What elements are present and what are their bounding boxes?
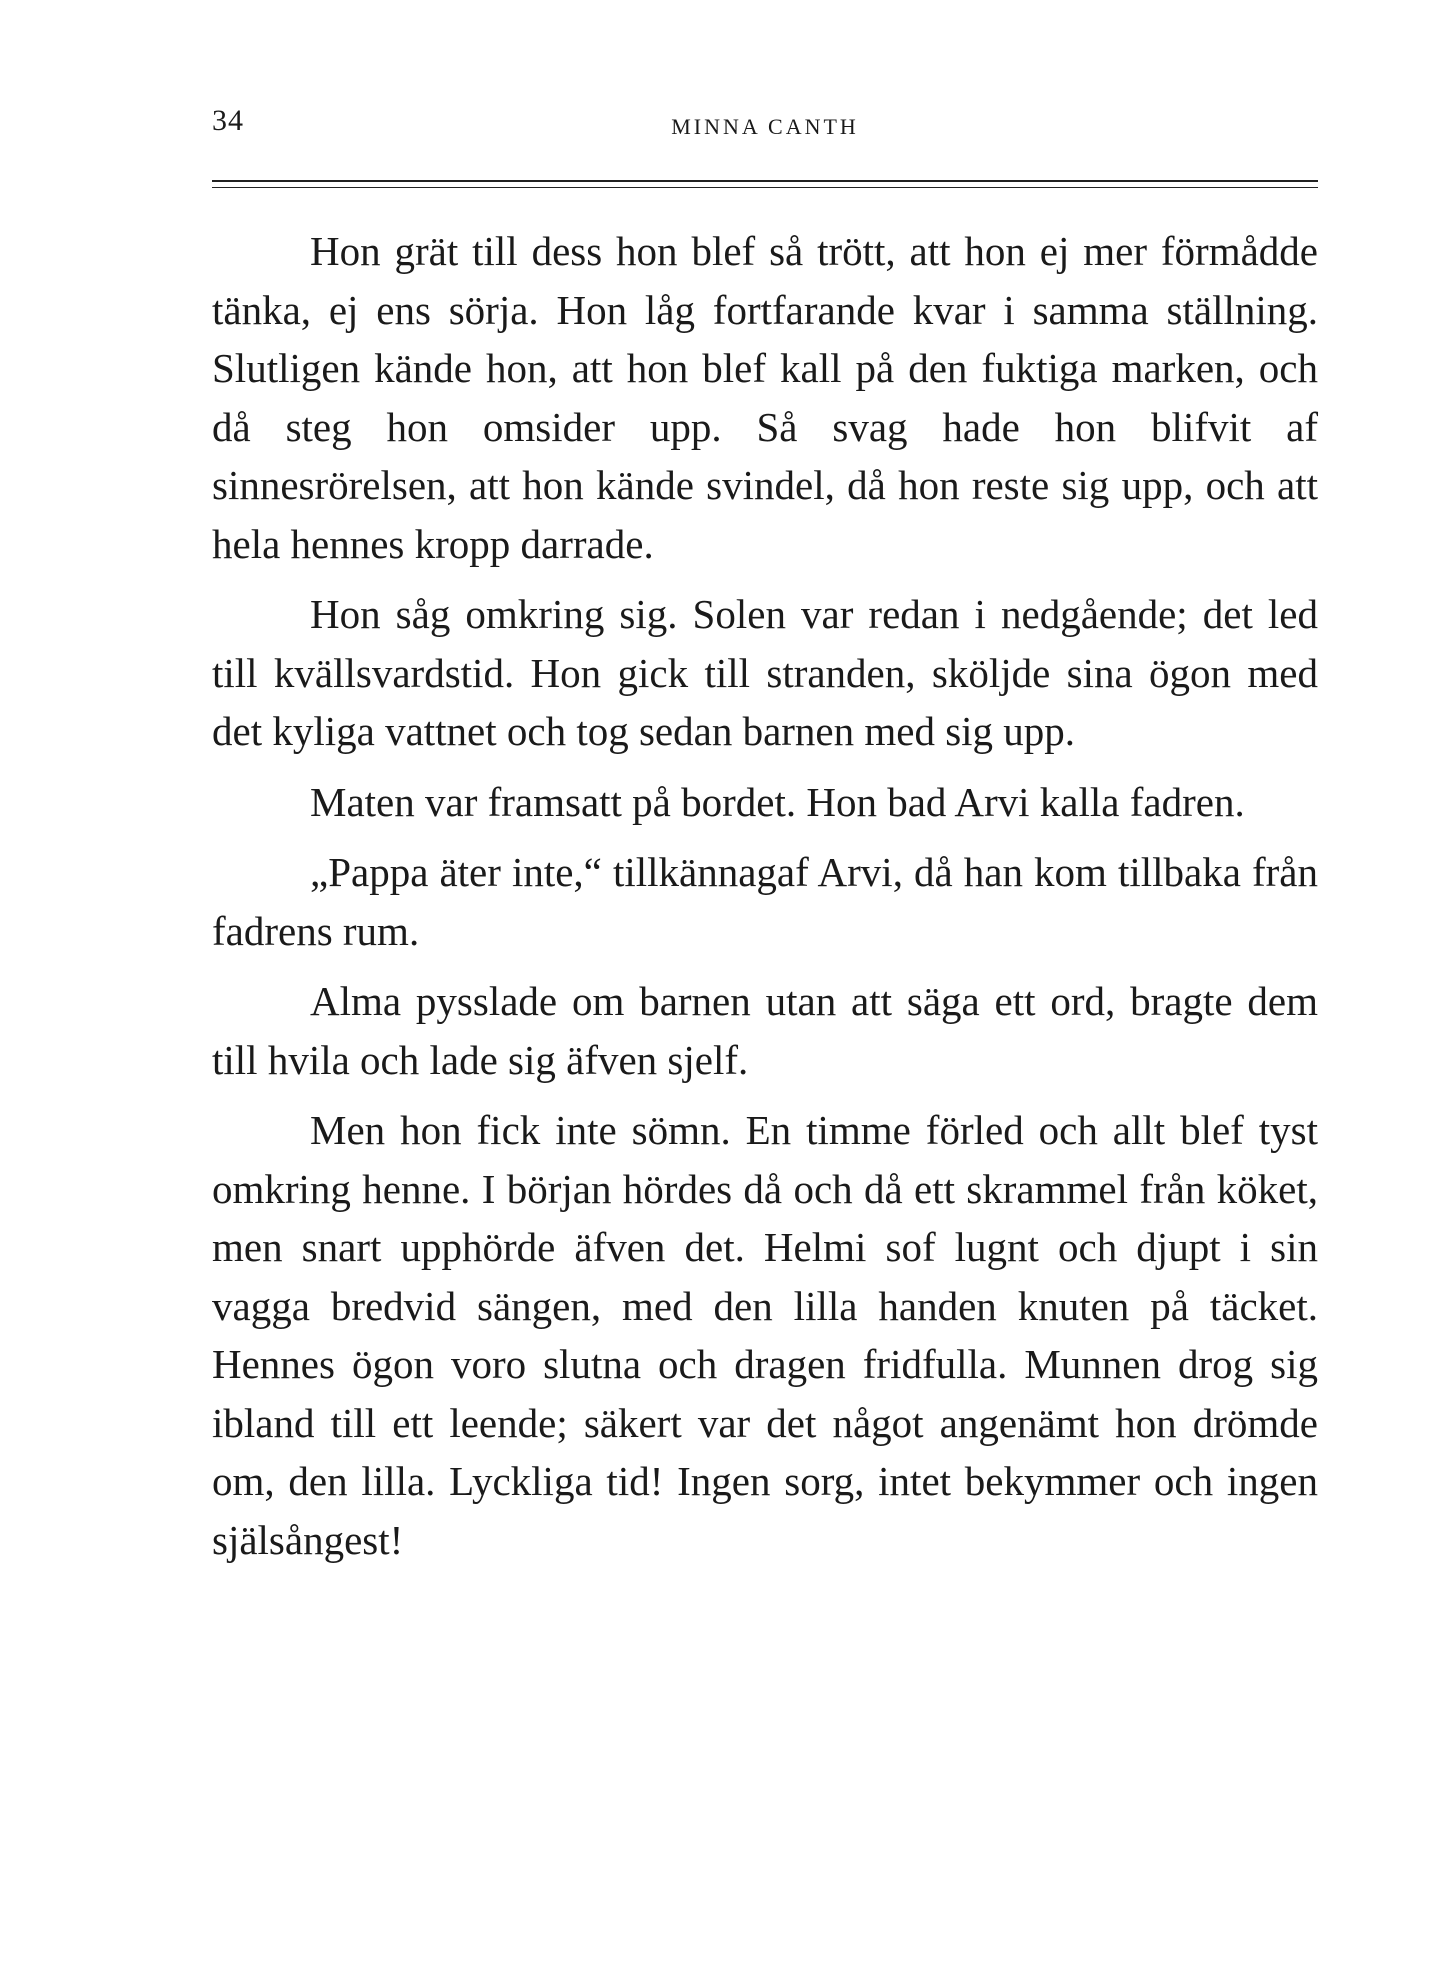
body-text [212,222,1318,1581]
paragraph: Alma pysslade om barnen utan att säga ett ord, bragte dem till hvila och lade sig äfven sjelf. [212,978,1318,1083]
running-title: MINNA CANTH [671,114,859,139]
running-head [212,104,1318,154]
paragraph: Maten var framsatt på bordet. Hon bad Arvi kalla fadren. [310,778,1245,825]
header-rule [212,180,1318,188]
page-number: 34 [212,104,244,137]
paragraph: Hon såg omkring sig. Solen var redan i nedgående; det led till kvällsvardstid. Hon gick till stranden, sköljde sina ögon med det kyliga vattnet och tog sedan barnen med sig upp. [212,591,1318,754]
paragraph: „Pappa äter inte,“ tillkännagaf Arvi, då han kom tillbaka från fadrens rum. [212,849,1318,954]
paragraph: Men hon fick inte sömn. En timme förled och allt blef tyst omkring henne. I början hördes då och då ett skrammel från köket, men snart upphörde äfven det. Helmi sof lugnt och djupt i sin vagga bredvid sängen, med den lilla handen knuten på täcket. Hennes ögon voro slutna och dragen fridfulla. Munnen drog sig ibland till ett leende; säkert var det något angenämt hon drömde om, den lilla. Lyckliga tid! Ingen sorg, intet bekymmer och ingen själsångest! [212,1107,1318,1563]
paragraph: Hon grät till dess hon blef så trött, att hon ej mer förmådde tänka, ej ens sörja. Hon låg fortfarande kvar i samma ställning. Slutligen kände hon, att hon blef kall på den fuktiga marken, och då steg hon omsider upp. Så svag hade hon blifvit af sinnesrörelsen, att hon kände svindel, då hon reste sig upp, och att hela hennes kropp darrade. [212,228,1318,567]
